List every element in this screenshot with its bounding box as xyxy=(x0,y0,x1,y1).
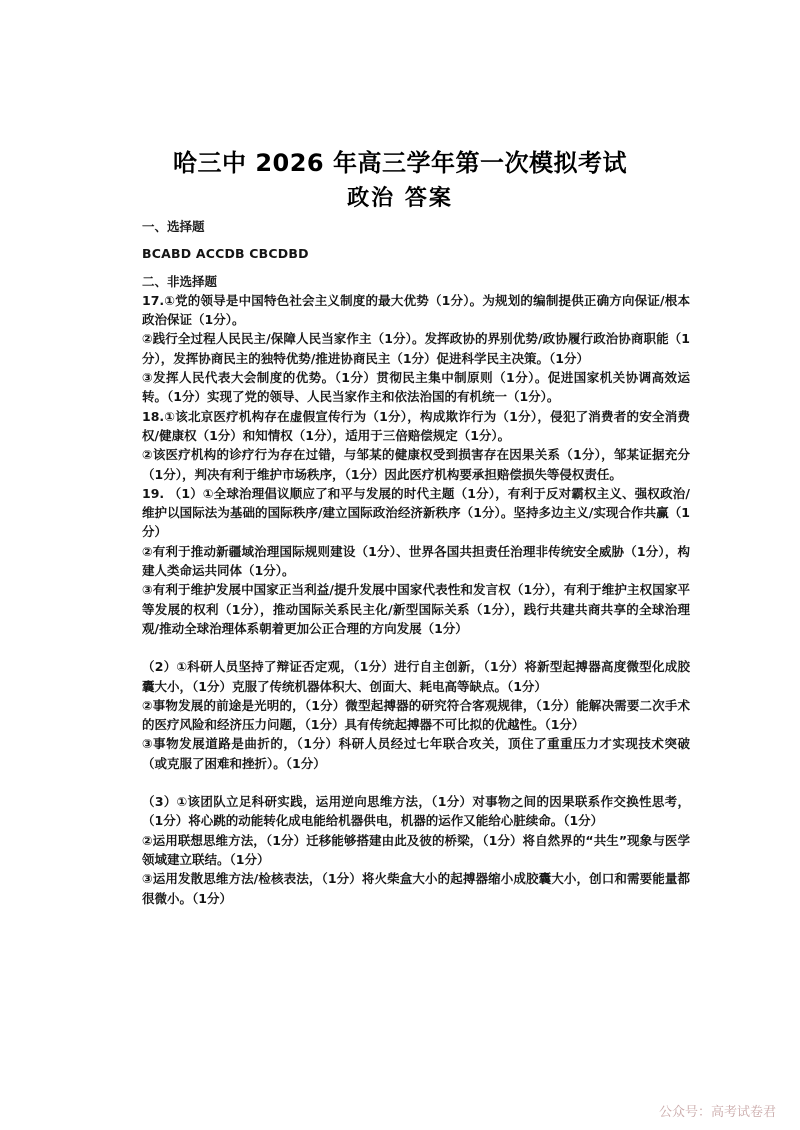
answer-paragraph: ②践行全过程人民民主/保障人民当家作主（1分）。发挥政协的界别优势/政协履行政治协商职能（1分），发挥协商民主的独特优势/推进协商民主（1分）促进科学民主决策。（1分） xyxy=(142,331,690,366)
answer-paragraph: 19. （1）①全球治理倡议顺应了和平与发展的时代主题（1分），有利于反对霸权主义、强权政治/维护以国际法为基础的国际秩序/建立国际政治经济新秩序（1分）。坚持多边主义/实现合作共赢（1分） xyxy=(142,485,690,540)
answer-paragraph: ②有利于推动新疆域治理国际规则建设（1分）、世界各国共担责任治理非传统安全威胁（1分），构建人类命运共同体（1分）。 xyxy=(142,543,690,579)
section-heading-choice: 一、选择题 xyxy=(142,219,205,234)
answer-body xyxy=(142,217,690,908)
answer-paragraph: ②运用联想思维方法，（1分）迁移能够搭建由此及彼的桥梁，（1分）将自然界的“共生”现象与医学领域建立联结。（1分） xyxy=(142,832,690,867)
answer-paragraph: ③发挥人民代表大会制度的优势。（1分）贯彻民主集中制原则（1分）。促进国家机关协调高效运转。（1分）实现了党的领导、人民当家作主和依法治国的有机统一（1分）。 xyxy=(142,370,690,405)
answer-paragraph: ③有利于维护发展中国家正当利益/提升发展中国家代表性和发言权（1分），有利于维护主权国家平等发展的权利（1分），推动国际关系民主化/新型国际关系（1分），践行共建共商共享的全球治理观/推动全球治理体系朝着更加公正合理的方向发展（1分） xyxy=(142,582,690,636)
answer-paragraph: （2）①科研人员坚持了辩证否定观，（1分）进行自主创新，（1分）将新型起搏器高度微型化成胶囊大小，（1分）克服了传统机器体积大、创面大、耗电高等缺点。（1分） xyxy=(142,659,690,694)
answer-paragraph: ②事物发展的前途是光明的，（1分）微型起搏器的研究符合客观规律，（1分）能解决需要二次手术的医疗风险和经济压力问题，（1分）具有传统起搏器不可比拟的优越性。（1分） xyxy=(142,697,690,733)
exam-subtitle: 政治 答案 xyxy=(347,186,453,211)
exam-title: 哈三中 2026 年高三学年第一次模拟考试 xyxy=(172,149,627,177)
answer-paragraph: ②该医疗机构的诊疗行为存在过错，与邹某的健康权受到损害存在因果关系（1分），邹某证据充分（1分），判决有利于维护市场秩序，（1分）因此医疗机构要承担赔偿损失等侵权责任。 xyxy=(142,447,690,482)
answer-paragraph: ③事物发展道路是曲折的，（1分）科研人员经过七年联合攻关，顶住了重重压力才实现技术突破（或克服了困难和挫折）。（1分） xyxy=(142,736,690,771)
choice-answers: BCABD ACCDB CBCDBD xyxy=(142,246,309,262)
answer-paragraph: 18.①该北京医疗机构存在虚假宣传行为（1分），构成欺诈行为（1分），侵犯了消费者的安全消费权/健康权（1分）和知情权（1分），适用于三倍赔偿规定（1分）。 xyxy=(142,408,690,443)
answer-paragraph: 17.①党的领导是中国特色社会主义制度的最大优势（1分）。为规划的编制提供正确方向保证/根本政治保证（1分）。 xyxy=(142,292,690,328)
section-heading-nonchoice: 二、非选择题 xyxy=(142,273,218,289)
answer-paragraph: ③运用发散思维方法/检核表法，（1分）将火柴盒大小的起搏器缩小成胶囊大小，创口和需要能量都很微小。（1分） xyxy=(142,871,690,906)
watermark-text: 公众号：高考试卷君 xyxy=(658,1105,776,1120)
answer-paragraph: （3）①该团队立足科研实践，运用逆向思维方法，（1分）对事物之间的因果联系作交换性思考，（1分）将心跳的动能转化成电能给机器供电，机器的运作又能给心脏续命。（1分） xyxy=(142,794,690,829)
